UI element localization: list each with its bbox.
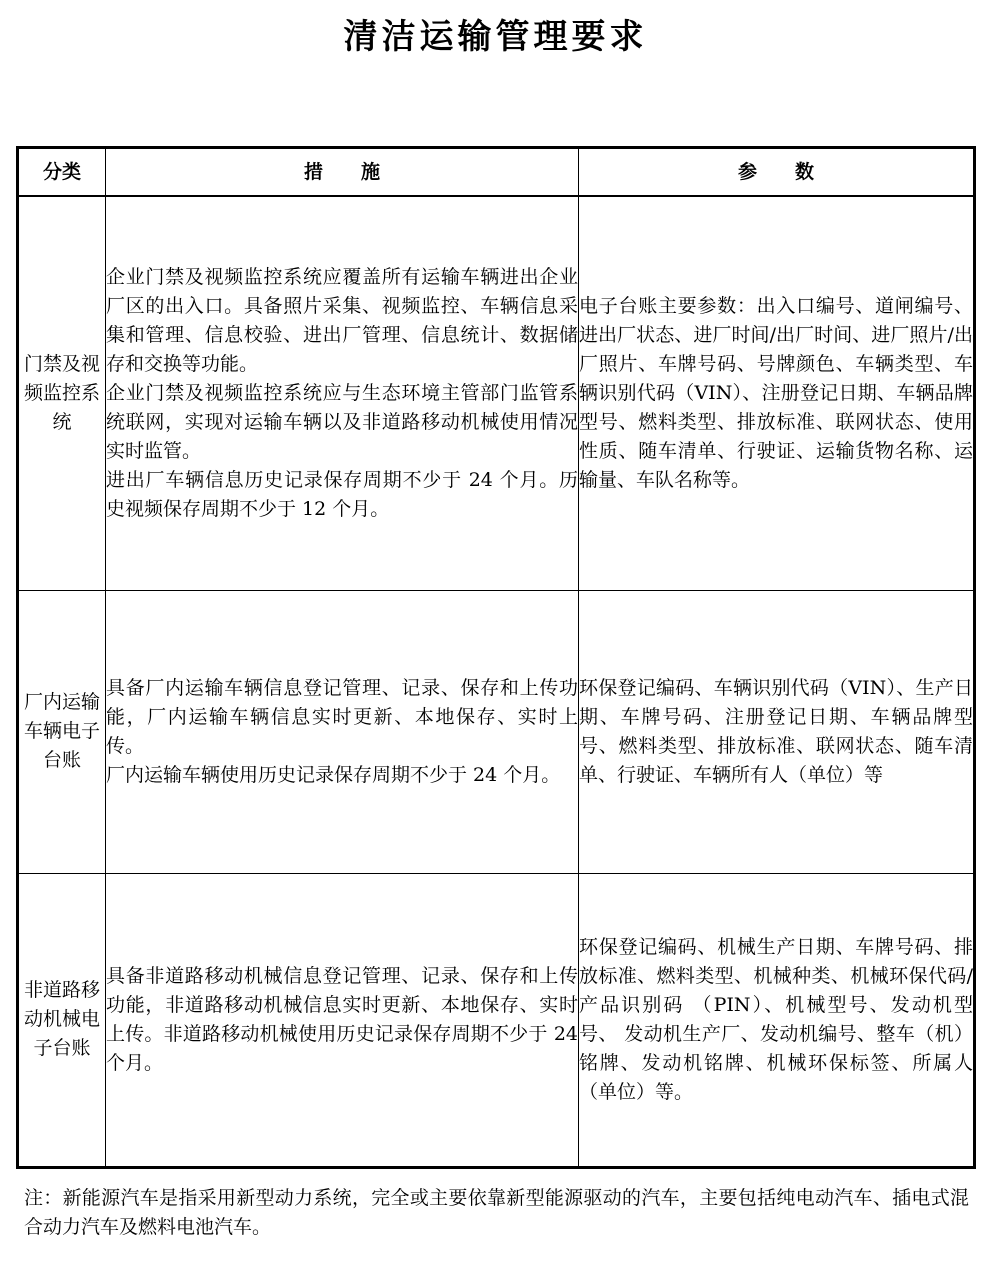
requirements-table: [16, 146, 976, 1169]
parameters-cell: [579, 196, 975, 590]
measure-paragraph: 具备厂内运输车辆信息登记管理、记录、保存和上传功能，厂内运输车辆信息实时更新、本地保存、实时上传。: [106, 676, 578, 757]
category-label: 门禁及视频监控系统: [23, 352, 100, 433]
table-row: [18, 196, 975, 590]
measure-paragraph: 企业门禁及视频监控系统应与生态环境主管部门监管系统联网，实现对运输车辆以及非道路移动机械使用情况实时监管。: [106, 381, 578, 462]
table-row: [18, 590, 975, 873]
page-title: 清洁运输管理要求: [343, 17, 648, 57]
header-parameters: 参 数: [579, 148, 975, 197]
category-label: 厂内运输车辆电子台账: [23, 691, 100, 771]
footnote: 注：新能源汽车是指采用新型动力系统，完全或主要依靠新型能源驱动的汽车，主要包括纯电动汽车、插电式混合动力汽车及燃料电池汽车。: [24, 1187, 969, 1238]
table-header-row: [18, 148, 975, 197]
category-cell: [18, 873, 106, 1167]
category-cell: [18, 196, 106, 590]
parameters-cell: [579, 873, 975, 1167]
measure-paragraph: 具备非道路移动机械信息登记管理、记录、保存和上传功能，非道路移动机械信息实时更新、本地保存、实时上传。非道路移动机械使用历史记录保存周期不少于 24 个月。: [106, 964, 578, 1074]
measures-cell: [106, 196, 579, 590]
parameters-cell: [579, 590, 975, 873]
parameters-text: 电子台账主要参数：出入口编号、道闸编号、进出厂状态、进厂时间/出厂时间、进厂照片/出厂照片、车牌号码、号牌颜色、车辆类型、车辆识别代码（VIN）、注册登记日期、车辆品牌型号、燃料类型、排放标准、联网状态、使用性质、随车清单、行驶证、运输货物名称、运输量、车队名称等。: [579, 294, 973, 491]
measure-paragraph: 进出厂车辆信息历史记录保存周期不少于 24 个月。历史视频保存周期不少于 12 个月。: [106, 468, 578, 520]
header-measures: 措 施: [106, 148, 579, 197]
measures-cell: [106, 590, 579, 873]
parameters-text: 环保登记编码、机械生产日期、车牌号码、排放标准、燃料类型、机械种类、机械环保代码/产品识别码 （PIN）、机械型号、发动机型号、 发动机生产厂、发动机编号、整车（机）铭牌、发动机铭牌、机械环保标签、所属人（单位）等。: [579, 935, 973, 1103]
parameters-text: 环保登记编码、车辆识别代码（VIN）、生产日期、车牌号码、注册登记日期、车辆品牌型号、燃料类型、排放标准、联网状态、随车清单、行驶证、车辆所有人（单位）等: [579, 676, 973, 786]
category-cell: [18, 590, 106, 873]
header-category: 分类: [18, 148, 106, 197]
category-label: 非道路移动机械电子台账: [23, 979, 100, 1059]
measure-paragraph: 企业门禁及视频监控系统应覆盖所有运输车辆进出企业厂区的出入口。具备照片采集、视频监控、车辆信息采集和管理、信息校验、进出厂管理、信息统计、数据储存和交换等功能。: [106, 265, 578, 375]
measures-cell: [106, 873, 579, 1167]
table-row: [18, 873, 975, 1167]
measure-paragraph: 厂内运输车辆使用历史记录保存周期不少于 24 个月。: [106, 763, 561, 786]
